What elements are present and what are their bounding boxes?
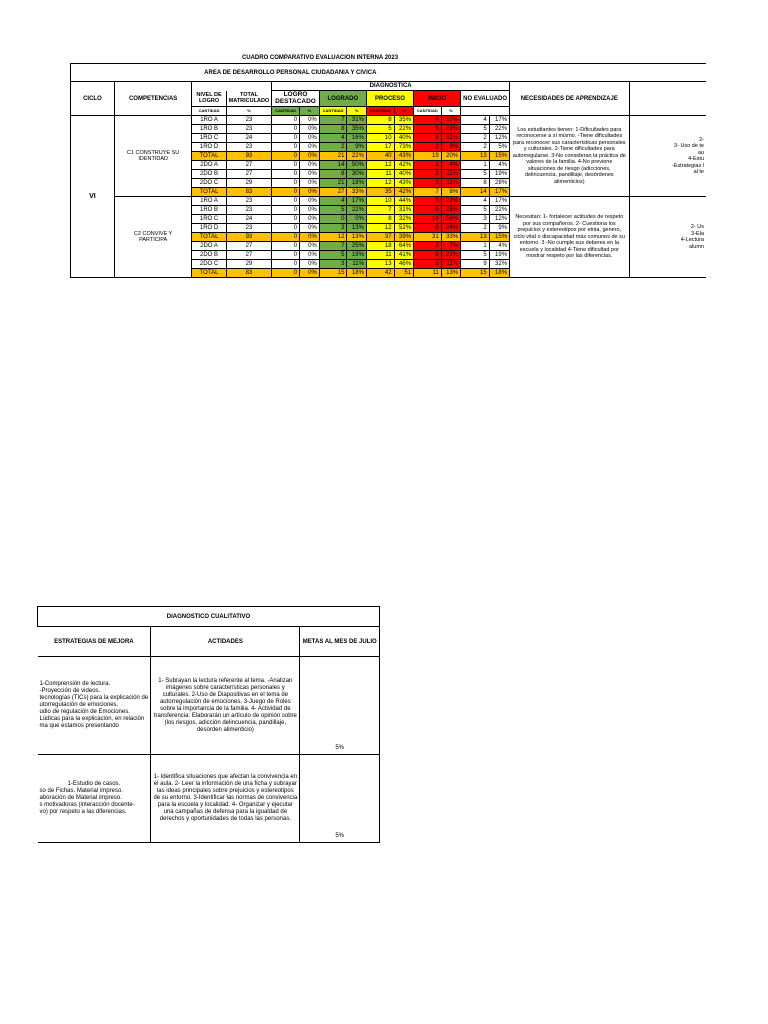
no-evaluado-qty: 4 bbox=[461, 197, 490, 206]
total-cell: 27 bbox=[226, 251, 272, 260]
inicio-qty: 31 bbox=[414, 233, 442, 242]
logro-destacado-qty: 0 bbox=[272, 260, 300, 269]
total-cell: 83 bbox=[226, 188, 272, 197]
logrado-qty: 15 bbox=[319, 269, 347, 278]
logro-destacado-qty: 0 bbox=[272, 179, 300, 188]
inicio-qty: 5 bbox=[414, 125, 442, 134]
no-evaluado-qty: 5 bbox=[461, 125, 490, 134]
logro-destacado-pct: 0% bbox=[300, 224, 320, 233]
logro-destacado-pct: 0% bbox=[300, 242, 320, 251]
total-cell: 23 bbox=[226, 116, 272, 125]
proceso-qty: 17 bbox=[366, 143, 394, 152]
inicio-qty: 3 bbox=[414, 179, 442, 188]
inicio-header: INICIO bbox=[414, 91, 461, 107]
no-evaluado-pct: 17% bbox=[489, 116, 509, 125]
total-cell: 29 bbox=[226, 260, 272, 269]
proceso-pct: 43% bbox=[394, 179, 413, 188]
logrado-qty: 4 bbox=[319, 134, 347, 143]
logrado-qty: 8 bbox=[319, 125, 347, 134]
inicio-qty: 19 bbox=[414, 152, 442, 161]
logrado-qty: 8 bbox=[319, 170, 347, 179]
logro-destacado-pct: 0% bbox=[300, 134, 320, 143]
logrado-pct: 31% bbox=[347, 116, 366, 125]
proceso-pct: 46% bbox=[394, 260, 413, 269]
proceso-qty: 12 bbox=[366, 179, 394, 188]
proceso-pct: 73% bbox=[394, 143, 413, 152]
total-cell: 24 bbox=[226, 215, 272, 224]
no-evaluado-qty: 5 bbox=[461, 251, 490, 260]
logrado-qty: 7 bbox=[319, 116, 347, 125]
inicio-pct: 8% bbox=[441, 188, 460, 197]
total-cell: 23 bbox=[226, 224, 272, 233]
metas-cell-1: 5% bbox=[300, 657, 380, 755]
proceso-pct: 39% bbox=[394, 233, 413, 242]
logrado-pct: 50% bbox=[347, 161, 366, 170]
logro-destacado-qty: 0 bbox=[272, 161, 300, 170]
necesidades-cell: Necesitan: 1- fortalecer actitudes de respeto por sus compañeros. 2- Cuestiona los prejuicios y estereotipos por etnia, genero, ciclo vital o discapacidad más comunes de su entorno. 3 -No cumple sus deberes en la escuela y localidad 4-Tiene dificultad por mostrar respeto por las diferencias. bbox=[510, 197, 629, 278]
logro-destacado-pct: 0% bbox=[300, 161, 320, 170]
pct-subheader: % bbox=[441, 107, 460, 116]
actividades-cell-2: 1- Identifica situaciones que afectan la convivencia en el aula. 2- Leer la información de una ficha y subrayar las ideas principales sobre prejuicios y estereotipos de su entorno. 3-Identificar las normas de convivencia para la escuela y localidad. 4- Organizar y ejecutar una campañas de defensa para la igualdad de derechos y oportunidades de todas las personas. bbox=[151, 755, 300, 843]
proceso-qty: 11 bbox=[366, 170, 394, 179]
cut-text-line: -Estrategias l bbox=[671, 162, 704, 169]
nivel-cell: 1RO C bbox=[192, 215, 226, 224]
cantidad-subheader: CANTIDAD bbox=[414, 107, 442, 116]
logrado-pct: 35% bbox=[347, 125, 366, 134]
proceso-qty: 7 bbox=[366, 206, 394, 215]
logrado-qty: 21 bbox=[319, 179, 347, 188]
necesidades-header: NECESIDADES DE APRENDIZAJE bbox=[510, 82, 629, 116]
no-evaluado-pct: 17% bbox=[489, 188, 509, 197]
cut-text-line: 4-Lectura bbox=[680, 237, 704, 243]
no-evaluado-qty: 2 bbox=[461, 224, 490, 233]
total-cell: 23 bbox=[226, 125, 272, 134]
no-evaluado-qty: 13 bbox=[461, 233, 490, 242]
no-evaluado-qty: 15 bbox=[461, 269, 490, 278]
logrado-pct: 16% bbox=[347, 134, 366, 143]
logrado-pct: 0% bbox=[347, 215, 366, 224]
cut-text-line: al te bbox=[693, 169, 704, 175]
no-evaluado-pct: 18% bbox=[489, 269, 509, 278]
logro-destacado-pct: 0% bbox=[300, 269, 320, 278]
logro-destacado-qty: 0 bbox=[272, 152, 300, 161]
total-cell: 27 bbox=[226, 170, 272, 179]
logro-destacado-pct: 0% bbox=[300, 179, 320, 188]
logrado-pct: 25% bbox=[347, 242, 366, 251]
total-cell: 23 bbox=[226, 197, 272, 206]
no-evaluado-qty: 4 bbox=[461, 116, 490, 125]
proceso-pct: 22% bbox=[394, 125, 413, 134]
logrado-qty: 7 bbox=[319, 242, 347, 251]
inicio-qty: 2 bbox=[414, 143, 442, 152]
inicio-pct: 4% bbox=[441, 161, 460, 170]
logro-destacado-qty: 0 bbox=[272, 188, 300, 197]
total-matriculado-header: TOTAL MATRICULADO bbox=[226, 91, 272, 107]
proceso-pct: 43% bbox=[394, 152, 413, 161]
actividades-cell-1: 1- Subrayan la lectura referente al tema. -Analizan imágenes sobre características personales y culturales. 2-Uso de Diapositivas en el tema de autorregulación de emociones. 3-Juego de Roles sobre la importancia de la familia. 4- Actividad de transferencia: Elaborarán un artículo de opinión sobre (los riesgos, adicción delincuencia, pandillaje, desorden alimenticio) bbox=[151, 657, 300, 755]
logrado-qty: 2 bbox=[319, 143, 347, 152]
estrategia-line: vo) por respeto a las diferencias. bbox=[39, 809, 127, 815]
inicio-pct: 22% bbox=[441, 197, 460, 206]
area-header: AREA DE DESARROLLO PERSONAL CIUDADANIA Y CIVICA bbox=[71, 64, 510, 82]
no-evaluado-pct: 4% bbox=[489, 242, 509, 251]
metas-header: METAS AL MES DE JULIO bbox=[300, 627, 380, 657]
inicio-qty: 3 bbox=[414, 260, 442, 269]
logrado-pct: 17% bbox=[347, 197, 366, 206]
pct-subheader: % bbox=[347, 107, 366, 116]
no-evaluado-pct: 32% bbox=[489, 260, 509, 269]
nivel-cell: 1RO A bbox=[192, 197, 226, 206]
cantidad-subheader: CANTIDAD bbox=[366, 107, 394, 116]
logro-destacado-qty: 0 bbox=[272, 143, 300, 152]
logro-destacado-qty: 0 bbox=[272, 224, 300, 233]
no-evaluado-qty: 5 bbox=[461, 170, 490, 179]
estrategia-line: utorregulación de emociones. bbox=[39, 702, 119, 708]
proceso-qty: 35 bbox=[366, 188, 394, 197]
proceso-pct: 40% bbox=[394, 134, 413, 143]
no-evaluado-pct: 9% bbox=[489, 224, 509, 233]
pct-subheader: % bbox=[300, 107, 320, 116]
logrado-pct: 30% bbox=[347, 170, 366, 179]
estrategia-line: udio de regulación de Emociones. bbox=[39, 709, 130, 715]
logro-destacado-pct: 0% bbox=[300, 143, 320, 152]
no-evaluado-qty: 13 bbox=[461, 152, 490, 161]
no-evaluado-qty: 2 bbox=[461, 134, 490, 143]
no-evaluado-pct: 28% bbox=[489, 179, 509, 188]
nivel-cell: 2DO A bbox=[192, 242, 226, 251]
nivel-cell: 1RO B bbox=[192, 125, 226, 134]
nivel-cell: 2DO C bbox=[192, 179, 226, 188]
inicio-qty: 7 bbox=[414, 188, 442, 197]
no-evaluado-qty: 14 bbox=[461, 188, 490, 197]
proceso-qty: 12 bbox=[366, 224, 394, 233]
proceso-qty: 42 bbox=[366, 269, 394, 278]
logro-destacado-qty: 0 bbox=[272, 233, 300, 242]
no-evaluado-pct: 22% bbox=[489, 125, 509, 134]
inicio-qty: 3 bbox=[414, 170, 442, 179]
proceso-pct: 40% bbox=[394, 170, 413, 179]
qualitative-row-2 bbox=[38, 755, 380, 843]
inicio-pct: 11% bbox=[441, 170, 460, 179]
proceso-qty: 10 bbox=[366, 134, 394, 143]
cut-text-line: alumn bbox=[689, 243, 704, 250]
logro-destacado-pct: 0% bbox=[300, 197, 320, 206]
logrado-pct: 11% bbox=[347, 260, 366, 269]
logro-destacado-qty: 0 bbox=[272, 206, 300, 215]
cut-text-line: au bbox=[697, 149, 704, 156]
logrado-qty: 3 bbox=[319, 260, 347, 269]
proceso-qty: 18 bbox=[366, 242, 394, 251]
nivel-cell: 1RO C bbox=[192, 134, 226, 143]
proceso-qty: 11 bbox=[366, 251, 394, 260]
proceso-qty: 5 bbox=[366, 125, 394, 134]
logrado-pct: 9% bbox=[347, 143, 366, 152]
inicio-pct: 33% bbox=[441, 233, 460, 242]
logro-destacado-qty: 0 bbox=[272, 197, 300, 206]
logrado-pct: 18% bbox=[347, 179, 366, 188]
inicio-pct: 7% bbox=[441, 242, 460, 251]
cut-text-line: 3-Ela bbox=[691, 230, 704, 237]
nivel-cell: 1RO D bbox=[192, 224, 226, 233]
inicio-pct: 21% bbox=[441, 251, 460, 260]
inicio-qty: 4 bbox=[414, 116, 442, 125]
logrado-qty: 5 bbox=[319, 206, 347, 215]
proceso-qty: 12 bbox=[366, 161, 394, 170]
logrado-pct: 13% bbox=[347, 224, 366, 233]
logro-destacado-qty: 0 bbox=[272, 242, 300, 251]
cut-text-line: 3- Uso de te bbox=[674, 143, 704, 149]
no-evaluado-pct: 12% bbox=[489, 215, 509, 224]
necesidades-cell: Los estudiantes tienen: 1-Dificultades para reconocerse a sí mismo. -Tiene dificultades para reconocer sus características personales y culturales. 2-Tiene dificultades para autorregularse. 3-No consideran la práctica de valores de la familia. 4-No previene situaciones de riesgo (adicciones, delincuencia, pandillaje, desórdenes alimenticios) bbox=[510, 116, 629, 197]
total-cell: 23 bbox=[226, 206, 272, 215]
proceso-pct: 41% bbox=[394, 251, 413, 260]
diagnostica-header: DIAGNOSTICA bbox=[272, 82, 510, 91]
logro-destacado-pct: 0% bbox=[300, 215, 320, 224]
logrado-qty: 21 bbox=[319, 152, 347, 161]
nivel-cell: TOTAL bbox=[192, 269, 226, 278]
estrategia-line: Lúdicas para la explicación, en relación bbox=[39, 716, 145, 722]
estrategia-line: -Proyección de videos. bbox=[39, 688, 101, 694]
logro-destacado-pct: 0% bbox=[300, 260, 320, 269]
proceso-qty: 8 bbox=[366, 215, 394, 224]
no-evaluado-pct: 5% bbox=[489, 143, 509, 152]
logro-destacado-pct: 0% bbox=[300, 170, 320, 179]
logrado-pct: 13% bbox=[347, 233, 366, 242]
document-title: CUADRO COMPARATIVO EVALUACION INTERNA 2023 bbox=[241, 55, 399, 61]
cantidad-subheader: CANTIDAD bbox=[192, 107, 226, 116]
next-column-cut bbox=[629, 116, 706, 197]
estrategias-cell-1 bbox=[38, 657, 151, 755]
proceso-pct: 31% bbox=[394, 206, 413, 215]
qualitative-table bbox=[37, 606, 380, 843]
logrado-pct: 33% bbox=[347, 188, 366, 197]
no-evaluado-pct: 12% bbox=[489, 134, 509, 143]
nivel-cell: 1RO D bbox=[192, 143, 226, 152]
inicio-pct: 17% bbox=[441, 116, 460, 125]
cantidad-subheader: CANTIDAD bbox=[272, 107, 300, 116]
inicio-pct: 11% bbox=[441, 260, 460, 269]
inicio-qty: 14 bbox=[414, 215, 442, 224]
estrategia-line: 1-Comprensión de lectura. bbox=[39, 681, 111, 687]
logro-destacado-pct: 0% bbox=[300, 233, 320, 242]
proceso-pct: 52% bbox=[394, 224, 413, 233]
table-row bbox=[71, 116, 707, 125]
total-cell: 29 bbox=[226, 179, 272, 188]
no-evaluado-qty: 9 bbox=[461, 260, 490, 269]
no-evaluado-pct: 15% bbox=[489, 233, 509, 242]
qualitative-title: DIAGNOSTICO CUALITATIVO bbox=[38, 607, 380, 627]
no-evaluado-qty: 1 bbox=[461, 161, 490, 170]
logrado-qty: 4 bbox=[319, 197, 347, 206]
nivel-cell: 1RO B bbox=[192, 206, 226, 215]
total-cell: 27 bbox=[226, 161, 272, 170]
next-column-cut bbox=[629, 197, 706, 278]
nivel-cell: 2DO B bbox=[192, 251, 226, 260]
logrado-qty: 5 bbox=[319, 251, 347, 260]
no-evaluado-pct: 22% bbox=[489, 206, 509, 215]
inicio-qty: 11 bbox=[414, 269, 442, 278]
logro-destacado-qty: 0 bbox=[272, 251, 300, 260]
logro-destacado-pct: 0% bbox=[300, 116, 320, 125]
competencias-header: COMPETENCIAS bbox=[114, 82, 192, 116]
nivel-cell: 1RO A bbox=[192, 116, 226, 125]
logro-destacado-pct: 0% bbox=[300, 188, 320, 197]
nivel-cell: TOTAL bbox=[192, 152, 226, 161]
logrado-header: LOGRADO bbox=[319, 91, 366, 107]
inicio-pct: 20% bbox=[441, 152, 460, 161]
proceso-pct: 44% bbox=[394, 197, 413, 206]
logro-destacado-pct: 0% bbox=[300, 125, 320, 134]
cantidad-subheader: CANTIDAD bbox=[319, 107, 347, 116]
no-evaluado-qty: 3 bbox=[461, 215, 490, 224]
logrado-qty: 14 bbox=[319, 161, 347, 170]
proceso-pct: 35% bbox=[394, 116, 413, 125]
no-evaluado-qty: 8 bbox=[461, 179, 490, 188]
inicio-qty: 8 bbox=[414, 134, 442, 143]
no-evaluado-qty: 5 bbox=[461, 206, 490, 215]
comparative-table bbox=[70, 63, 706, 278]
estrategias-header: ESTRATEGIAS DE MEJORA bbox=[38, 627, 151, 657]
no-evaluado-pct: 19% bbox=[489, 251, 509, 260]
no-evaluado-pct: 19% bbox=[489, 170, 509, 179]
proceso-pct: 32% bbox=[394, 215, 413, 224]
inicio-qty: 5 bbox=[414, 197, 442, 206]
nivel-logro-header: NIVEL DE LOGRO bbox=[192, 91, 226, 107]
inicio-qty: 1 bbox=[414, 161, 442, 170]
ciclo-cell: VI bbox=[71, 116, 115, 278]
total-cell: 27 bbox=[226, 242, 272, 251]
estrategia-line: tecnologías (TICs) para la explicación de bbox=[39, 695, 149, 701]
inicio-pct: 9% bbox=[441, 143, 460, 152]
actividades-header: ACTIDADES bbox=[151, 627, 300, 657]
logro-destacado-qty: 0 bbox=[272, 125, 300, 134]
cut-text-line: 2- bbox=[699, 136, 704, 143]
inicio-pct: 22% bbox=[441, 125, 460, 134]
nivel-cell: 2DO B bbox=[192, 170, 226, 179]
inicio-qty: 6 bbox=[414, 251, 442, 260]
proceso-pct: 64% bbox=[394, 242, 413, 251]
logrado-qty: 3 bbox=[319, 224, 347, 233]
estrategia-line: s motivadoras (interacción docente- bbox=[39, 802, 135, 808]
inicio-qty: 2 bbox=[414, 242, 442, 251]
ciclo-header: CICLO bbox=[71, 82, 115, 116]
logrado-qty: 0 bbox=[319, 215, 347, 224]
proceso-header: PROCESO bbox=[366, 91, 413, 107]
competencia-name: C2 CONVIVE Y PARTICIPA bbox=[114, 197, 192, 278]
proceso-qty: 8 bbox=[366, 116, 394, 125]
cut-text-line: 4-Estu bbox=[688, 156, 704, 162]
nivel-cell: TOTAL bbox=[192, 233, 226, 242]
logrado-pct: 18% bbox=[347, 269, 366, 278]
metas-cell-2: 5% bbox=[300, 755, 380, 843]
inicio-pct: 56% bbox=[441, 215, 460, 224]
proceso-pct: 51 bbox=[394, 269, 413, 278]
pct-subheader: % bbox=[226, 107, 272, 116]
logro-destacado-qty: 0 bbox=[272, 269, 300, 278]
table-row bbox=[71, 197, 707, 206]
competencia-name: C1 CONSTRUYE SU IDENTIDAD bbox=[114, 116, 192, 197]
total-cell: 23 bbox=[226, 143, 272, 152]
qualitative-row-1 bbox=[38, 657, 380, 755]
proceso-qty: 13 bbox=[366, 260, 394, 269]
logrado-pct: 22% bbox=[347, 206, 366, 215]
logro-destacado-qty: 0 bbox=[272, 170, 300, 179]
pct-subheader: % bbox=[394, 107, 413, 116]
proceso-qty: 40 bbox=[366, 152, 394, 161]
estrategia-line: so de Fichas. Material impreso. bbox=[39, 788, 123, 794]
no-evaluado-pct: 17% bbox=[489, 197, 509, 206]
logrado-pct: 22% bbox=[347, 152, 366, 161]
inicio-pct: 26% bbox=[441, 224, 460, 233]
proceso-qty: 37 bbox=[366, 233, 394, 242]
inicio-pct: 25% bbox=[441, 206, 460, 215]
no-evaluado-qty: 2 bbox=[461, 143, 490, 152]
estrategia-line: ma que estamos presentando bbox=[39, 723, 119, 729]
no-evaluado-header: NO EVALUADO bbox=[461, 91, 510, 107]
logro-destacado-qty: 0 bbox=[272, 134, 300, 143]
proceso-pct: 42% bbox=[394, 161, 413, 170]
logrado-qty: 12 bbox=[319, 233, 347, 242]
nivel-cell: TOTAL bbox=[192, 188, 226, 197]
nivel-cell: 2DO A bbox=[192, 161, 226, 170]
no-evaluado-qty: 1 bbox=[461, 242, 490, 251]
estrategias-cell-2 bbox=[38, 755, 151, 843]
logro-destacado-qty: 0 bbox=[272, 215, 300, 224]
total-cell: 24 bbox=[226, 134, 272, 143]
total-cell: 93 bbox=[226, 233, 272, 242]
cut-text-line: 2- Us bbox=[690, 224, 704, 230]
logrado-qty: 27 bbox=[319, 188, 347, 197]
proceso-qty: 10 bbox=[366, 197, 394, 206]
inicio-pct: 11% bbox=[441, 179, 460, 188]
logro-destacado-qty: 0 bbox=[272, 116, 300, 125]
logro-destacado-pct: 0% bbox=[300, 152, 320, 161]
proceso-pct: 42% bbox=[394, 188, 413, 197]
no-evaluado-pct: 4% bbox=[489, 161, 509, 170]
inicio-pct: 32% bbox=[441, 134, 460, 143]
logrado-pct: 19% bbox=[347, 251, 366, 260]
no-evaluado-pct: 15% bbox=[489, 152, 509, 161]
total-cell: 83 bbox=[226, 269, 272, 278]
logro-destacado-header: LOGRO DESTACADO bbox=[272, 91, 320, 107]
total-cell: 93 bbox=[226, 152, 272, 161]
nivel-cell: 2DO C bbox=[192, 260, 226, 269]
logro-destacado-pct: 0% bbox=[300, 251, 320, 260]
logro-destacado-pct: 0% bbox=[300, 206, 320, 215]
inicio-qty: 6 bbox=[414, 206, 442, 215]
inicio-qty: 6 bbox=[414, 224, 442, 233]
estrategia-line: aboración de Material impreso. bbox=[39, 795, 122, 801]
estrategia-line: 1-Estudio de casos. bbox=[67, 781, 121, 787]
inicio-pct: 13% bbox=[441, 269, 460, 278]
